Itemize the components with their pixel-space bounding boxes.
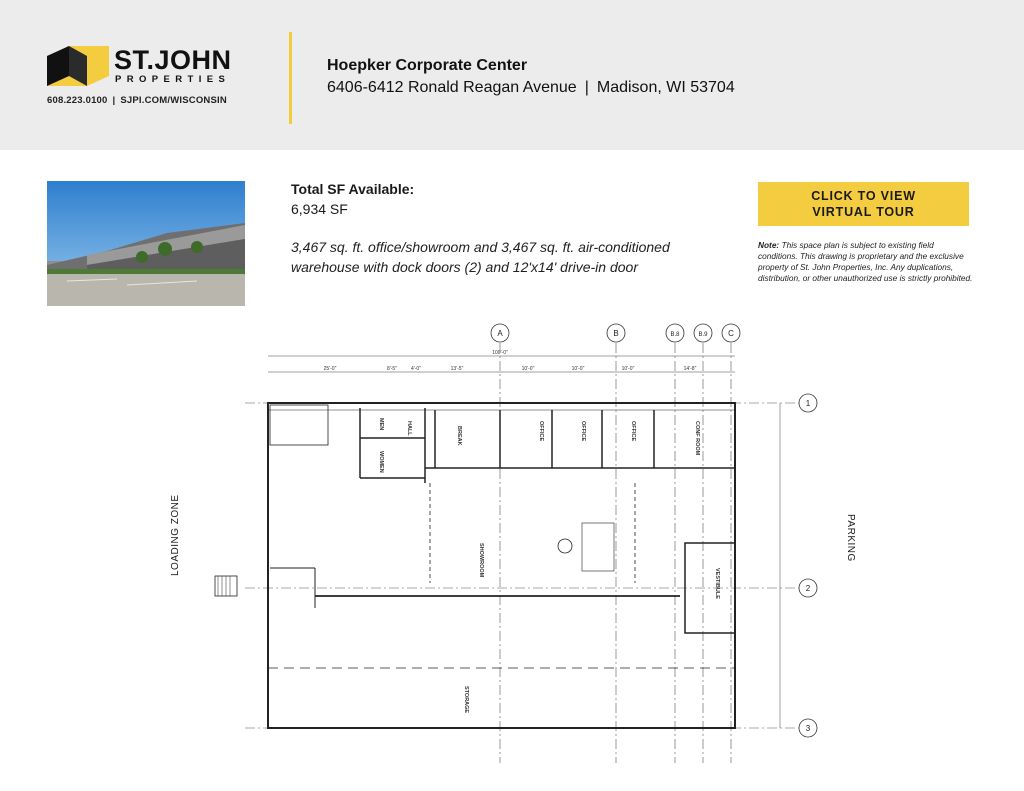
room-hall: HALL — [406, 421, 412, 436]
dim-1: 25'-0" — [323, 366, 337, 372]
grid-label-A: A — [497, 329, 503, 338]
grid-label-B9: B.9 — [698, 332, 708, 338]
st-john-logo-icon — [47, 46, 109, 86]
note-label: Note: — [758, 240, 780, 250]
dim-2: 8'-5" — [387, 366, 397, 372]
dim-6: 10'-0" — [571, 366, 585, 372]
room-office-1: OFFICE — [538, 421, 544, 442]
brand-name: ST.JOHN — [114, 45, 232, 75]
overall-dimension: 100'-0" — [492, 350, 508, 356]
dim-7: 10'-0" — [621, 366, 635, 372]
grid-label-1: 1 — [805, 399, 811, 408]
space-description: 3,467 sq. ft. office/showroom and 3,467 sq. ft. air-conditioned warehouse with dock doors (2) and 12'x14' drive-in door — [291, 239, 670, 275]
disclaimer-note — [758, 240, 973, 284]
property-address — [327, 79, 735, 97]
room-storage: STORAGE — [463, 686, 469, 714]
property-name: Hoepker Corporate Center — [327, 57, 528, 74]
tour-button-line2: VIRTUAL TOUR — [812, 205, 915, 219]
loading-zone-label: LOADING ZONE — [170, 494, 181, 576]
room-break: BREAK — [456, 426, 462, 446]
grid-bubble-A — [491, 324, 509, 342]
grid-bubble-B9 — [694, 324, 712, 342]
total-sf-label: Total SF Available: — [291, 181, 415, 197]
room-showroom: SHOWROOM — [478, 543, 484, 578]
total-sf-value: 6,934 SF — [291, 201, 348, 217]
brand-subtitle: PROPERTIES — [115, 74, 231, 85]
room-conf: CONF ROOM — [694, 421, 700, 456]
address-divider: | — [584, 79, 589, 96]
grid-bubble-1 — [799, 394, 817, 412]
header-band — [0, 0, 1024, 150]
website-link[interactable]: SJPI.COM/WISCONSIN — [120, 95, 227, 106]
header-divider — [289, 32, 292, 124]
grid-label-3: 3 — [805, 724, 811, 733]
grid-bubble-B8 — [666, 324, 684, 342]
grid-bubble-3 — [799, 719, 817, 737]
note-text: This space plan is subject to existing field conditions. This drawing is proprietary and the exclusive property of St. John Properties, Inc. Any duplications, distribution, or other unauthorized use is strictly prohibited. — [758, 240, 973, 283]
grid-bubble-B — [607, 324, 625, 342]
room-office-2: OFFICE — [580, 421, 586, 442]
contact-line — [47, 95, 227, 106]
floor-plan — [160, 318, 840, 768]
grid-bubble-2 — [799, 579, 817, 597]
grid-label-B: B — [613, 329, 619, 338]
dim-3: 4'-0" — [411, 366, 421, 372]
room-women: WOMEN — [378, 451, 384, 473]
grid-label-2: 2 — [805, 584, 811, 593]
dim-5: 10'-0" — [521, 366, 535, 372]
room-men: MEN — [378, 418, 384, 431]
street-address: 6406-6412 Ronald Reagan Avenue — [327, 79, 577, 96]
grid-label-C: C — [728, 329, 734, 338]
city-state-zip: Madison, WI 53704 — [596, 79, 735, 96]
grid-bubble-C — [722, 324, 740, 342]
virtual-tour-button[interactable] — [758, 182, 969, 226]
grid-label-B8: B.8 — [670, 332, 680, 338]
contact-separator: | — [112, 95, 116, 106]
dim-8: 14'-8" — [683, 366, 697, 372]
dim-4: 13'-5" — [450, 366, 464, 372]
room-office-3: OFFICE — [630, 421, 636, 442]
building-photo — [47, 181, 245, 306]
parking-label: PARKING — [845, 514, 856, 562]
phone-number[interactable]: 608.223.0100 — [47, 95, 108, 106]
tour-button-line1: CLICK TO VIEW — [811, 189, 916, 203]
room-vestibule: VESTIBULE — [714, 568, 720, 599]
